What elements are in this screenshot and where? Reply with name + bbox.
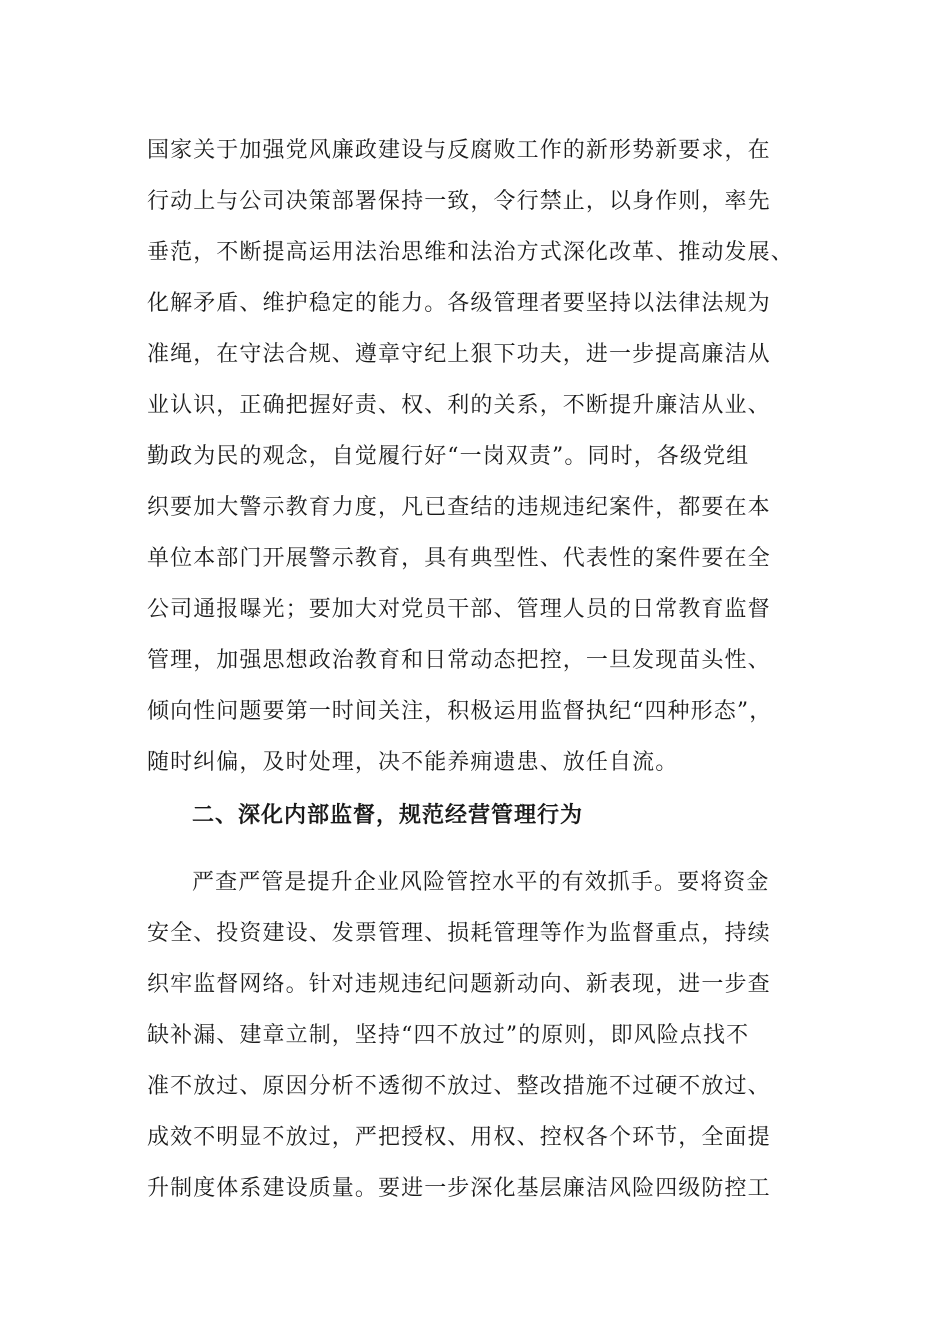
- paragraph-2-line: 准不放过、原因分析不透彻不放过、整改措施不过硬不放过、: [147, 1074, 771, 1099]
- paragraph-1-line: 织要加大警示教育力度，凡已查结的违规违纪案件，都要在本: [147, 495, 771, 520]
- paragraph-1-line: 业认识，正确把握好责、权、利的关系，不断提升廉洁从业、: [147, 393, 771, 418]
- paragraph-2-line: 升制度体系建设质量。要进一步深化基层廉洁风险四级防控工: [147, 1176, 771, 1201]
- paragraph-2-line: 织牢监督网络。针对违规违纪问题新动向、新表现，进一步查: [147, 972, 771, 997]
- paragraph-1-line: 随时纠偏，及时处理，决不能养痈遗患、放任自流。: [147, 750, 679, 775]
- paragraph-2-line: 严查严管是提升企业风险管控水平的有效抓手。要将资金: [192, 870, 770, 895]
- paragraph-1-line: 化解矛盾、维护稳定的能力。各级管理者要坚持以法律法规为: [147, 291, 771, 316]
- paragraph-2-line: 安全、投资建设、发票管理、损耗管理等作为监督重点，持续: [147, 921, 771, 946]
- paragraph-1-line: 倾向性问题要第一时间关注，积极运用监督执纪“四种形态”，: [147, 699, 773, 724]
- paragraph-1-line: 准绳，在守法合规、遵章守纪上狠下功夫，进一步提高廉洁从: [147, 342, 771, 367]
- paragraph-1-line: 单位本部门开展警示教育，具有典型性、代表性的案件要在全: [147, 546, 771, 571]
- paragraph-1-line: 公司通报曝光；要加大对党员干部、管理人员的日常教育监督: [147, 597, 771, 622]
- paragraph-1-line: 垂范，不断提高运用法治思维和法治方式深化改革、推动发展、: [147, 240, 794, 265]
- paragraph-1-line: 管理，加强思想政治教育和日常动态把控，一旦发现苗头性、: [147, 648, 771, 673]
- paragraph-1-line: 行动上与公司决策部署保持一致，令行禁止，以身作则，率先: [147, 189, 771, 214]
- paragraph-2-line: 缺补漏、建章立制，坚持“四不放过”的原则，即风险点找不: [147, 1023, 750, 1048]
- paragraph-2-line: 成效不明显不放过，严把授权、用权、控权各个环节，全面提: [147, 1125, 771, 1150]
- paragraph-1-line: 国家关于加强党风廉政建设与反腐败工作的新形势新要求，在: [147, 138, 771, 163]
- section-heading: 二、深化内部监督，规范经营管理行为: [192, 802, 584, 828]
- paragraph-1-line: 勤政为民的观念，自觉履行好“一岗双责”。同时，各级党组: [147, 444, 750, 469]
